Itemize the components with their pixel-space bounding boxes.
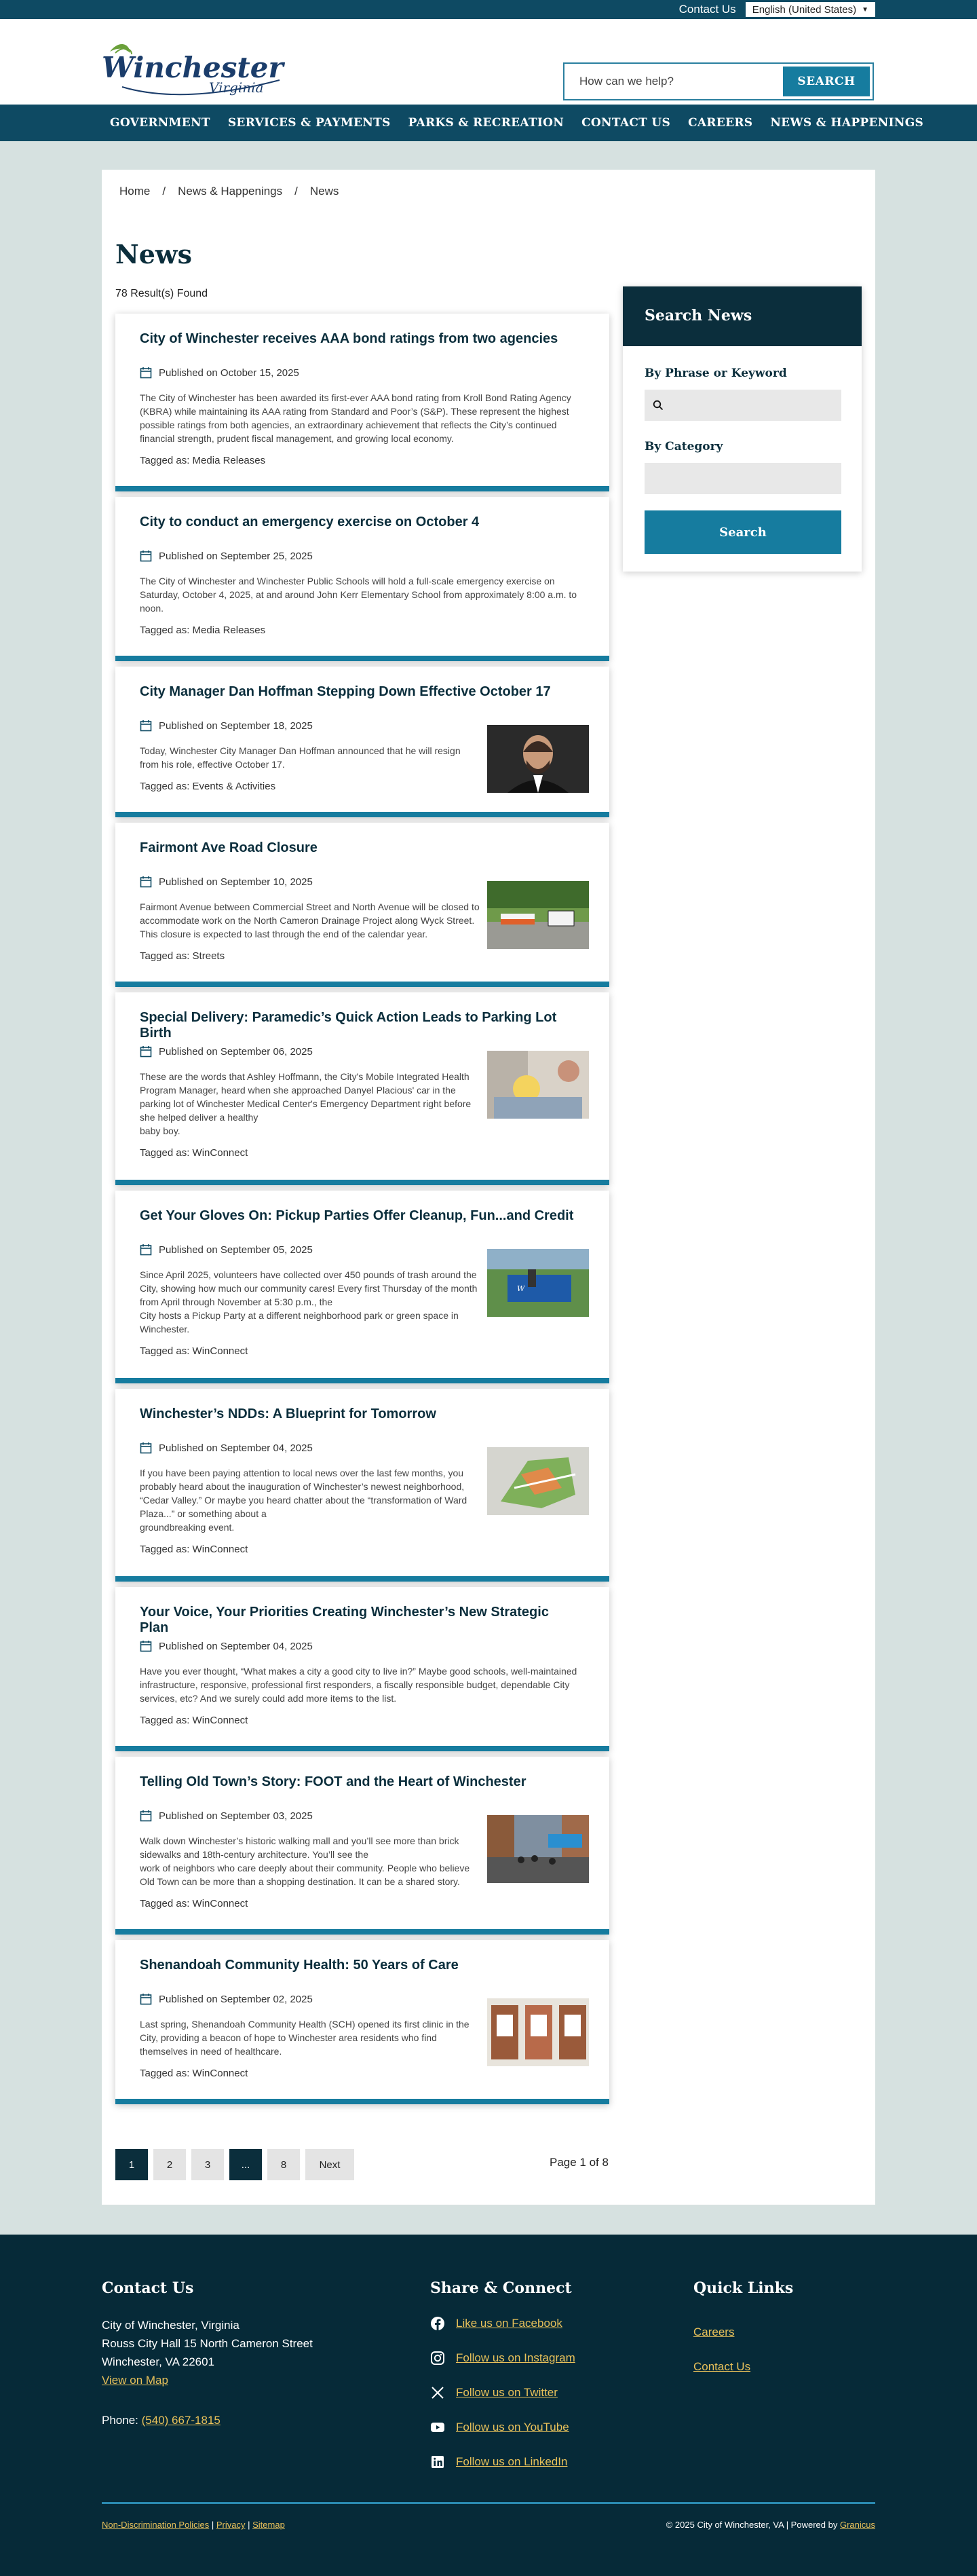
summary-line: City hosts a Pickup Party at a different neighborhood park or green space in [140,1310,459,1321]
summary-line: If you have been paying attention to local news over the last few months, you [140,1468,464,1478]
language-select-value: English (United States) [752,3,857,16]
news-title[interactable]: Your Voice, Your Priorities Creating Winchester’s New Strategic Plan [140,1605,549,1635]
view-on-map-link[interactable]: View on Map [102,2374,168,2387]
news-card [115,497,609,661]
publish-date-text: Published on September 10, 2025 [159,876,313,888]
calendar-icon [140,1810,152,1822]
footer-share-title: Share & Connect [430,2279,572,2297]
summary-line: noon. [140,603,164,614]
sidebar-search-button[interactable]: Search [645,510,841,554]
summary-line: Since April 2025, volunteers have collected over 450 pounds of trash around the [140,1269,477,1280]
publish-date [140,1244,313,1256]
summary-line: she helped deliver a healthy [140,1112,258,1123]
news-thumbnail[interactable] [487,1447,589,1515]
summary-line: Saturday, October 4, 2025, at and around John Kerr Elementary School from approximately 8:00 a.m. to [140,589,577,600]
footer-quick-title: Quick Links [693,2279,794,2297]
publish-date [140,720,313,732]
summary-line: accommodate work on the North Cameron Drainage Project along Wyck Street. [140,915,475,926]
summary-line: “Cedar Valley.” Or maybe you heard chatter about the “transformation of Ward [140,1495,467,1506]
topbar-contact-link[interactable]: Contact Us [678,3,736,16]
breadcrumb-item: News [309,185,339,198]
site-header [0,19,977,105]
calendar-icon [140,1244,152,1256]
search-input[interactable] [567,67,783,96]
social-link-3[interactable] [430,2420,569,2435]
legal-links [102,2520,285,2530]
news-card [115,992,609,1185]
news-tag: Tagged as: WinConnect [140,1898,248,1909]
news-summary [140,744,461,771]
summary-line: Fairmont Avenue between Commercial Street and North Avenue will be closed to [140,901,480,912]
logo-wordmark: Winchester [102,51,284,84]
search-news-panel [623,286,862,572]
address-line: City of Winchester, Virginia [102,2319,240,2332]
news-title[interactable]: Special Delivery: Paramedic’s Quick Action Leads to Parking Lot Birth [140,1010,557,1041]
chevron-down-icon: ▼ [862,5,868,14]
news-title[interactable]: Get Your Gloves On: Pickup Parties Offer Cleanup, Fun...and Credit [140,1208,574,1223]
publish-date [140,1810,313,1822]
news-title[interactable]: Winchester’s NDDs: A Blueprint for Tomorrow [140,1406,436,1421]
summary-line: These are the words that Ashley Hoffmann, the City's Mobile Integrated Health [140,1071,470,1082]
sitemap-link[interactable]: Sitemap [252,2520,285,2530]
twitter-icon [430,2385,445,2400]
nav-item-1[interactable]: SERVICES & PAYMENTS [227,116,391,130]
publish-date [140,876,313,888]
news-card [115,314,609,491]
publish-date [140,1993,313,2005]
social-link-label[interactable]: Follow us on LinkedIn [456,2455,568,2468]
summary-line: themselves in need of healthcare. [140,2046,282,2057]
news-title[interactable]: City of Winchester receives AAA bond ratings from two agencies [140,331,558,346]
phrase-input[interactable] [645,390,841,421]
summary-line: possible ratings from both agencies, an extraordinary achievement that reflects the City’s continued [140,419,557,430]
address-line: Rouss City Hall 15 North Cameron Street [102,2337,313,2350]
quick-links [693,2315,750,2384]
language-select[interactable] [746,2,875,17]
site-footer [0,2235,977,2576]
social-link-0[interactable] [430,2316,562,2331]
news-summary [140,900,480,941]
calendar-icon [140,550,152,562]
summary-line: City, providing a beacon of hope to Winchester area residents who find [140,2032,437,2043]
news-summary [140,1268,477,1336]
social-link-label[interactable]: Like us on Facebook [456,2317,562,2330]
publish-date [140,550,313,562]
news-title[interactable]: City Manager Dan Hoffman Stepping Down Effective October 17 [140,684,551,699]
utility-bar [0,0,977,19]
linkedin-icon [430,2454,445,2469]
news-tag: Tagged as: WinConnect [140,2068,248,2079]
news-tag: Tagged as: WinConnect [140,1544,248,1555]
logo-subtitle: Virginia [209,79,264,96]
news-card [115,1191,609,1383]
summary-line: (KBRA) while maintaining its AAA rating from Standard and Poor’s (S&P). These represent the highest [140,406,569,417]
news-card [115,1389,609,1582]
summary-line: parking lot of Winchester Medical Center's Emergency Department right before [140,1098,472,1109]
category-label: By Category [645,440,723,453]
summary-line: groundbreaking event. [140,1522,235,1533]
page-button-8[interactable]: 8 [267,2149,300,2180]
calendar-icon [140,876,152,888]
social-link-2[interactable] [430,2385,558,2400]
winchester-logo[interactable] [102,38,285,109]
publish-date-text: Published on October 15, 2025 [159,367,299,379]
news-summary [140,1664,577,1705]
publish-date [140,1640,313,1652]
page-button-3[interactable]: 3 [191,2149,224,2180]
footer-divider [102,2502,875,2504]
news-tag: Tagged as: Media Releases [140,624,266,636]
news-tag: Tagged as: Events & Activities [140,781,276,792]
social-link-label[interactable]: Follow us on YouTube [456,2421,569,2433]
nondiscrimination-link[interactable]: Non-Discrimination Policies [102,2520,210,2530]
page-button-1[interactable]: 1 [115,2149,148,2180]
publish-date-text: Published on September 04, 2025 [159,1442,313,1454]
pagination [115,2149,354,2180]
search-icon [653,400,664,411]
breadcrumb-separator: / [294,185,298,198]
address-line: Winchester, VA 22601 [102,2355,215,2368]
copyright-text: © 2025 City of Winchester, VA | Powered by [666,2520,838,2530]
calendar-icon [140,1442,152,1454]
copyright [666,2520,875,2530]
results-count: 78 Result(s) Found [115,288,208,299]
footer-contact-title: Contact Us [102,2279,194,2297]
news-card [115,1587,609,1751]
summary-line: Today, Winchester City Manager Dan Hoffman announced that he will resign [140,745,461,756]
summary-line: baby boy. [140,1125,180,1136]
news-thumbnail[interactable] [487,1249,589,1317]
summary-line: Plaza...” or something about a [140,1508,267,1519]
category-select[interactable] [645,463,841,494]
news-thumbnail[interactable] [487,1815,589,1883]
news-tag: Tagged as: WinConnect [140,1345,248,1357]
social-link-label[interactable]: Follow us on Twitter [456,2386,558,2399]
main-content [102,170,875,2205]
page-info: Page 1 of 8 [550,2156,609,2169]
publish-date-text: Published on September 04, 2025 [159,1640,313,1652]
publish-date-text: Published on September 03, 2025 [159,1810,313,1822]
summary-line: The City of Winchester and Winchester Public Schools will hold a full-scale emergency exercise on [140,576,555,586]
calendar-icon [140,367,152,379]
summary-line: The City of Winchester has been awarded its first-ever AAA bond rating from Kroll Bond Rating Agency [140,392,571,403]
summary-line: from his role, effective October 17. [140,759,285,770]
publish-date-text: Published on September 02, 2025 [159,1993,313,2005]
site-search [563,62,874,100]
news-summary [140,391,571,445]
main-navigation [0,105,977,141]
summary-line: Walk down Winchester’s historic walking mall and you’ll see more than brick [140,1835,459,1846]
phrase-label: By Phrase or Keyword [645,367,787,380]
quick-link-careers[interactable]: Careers [693,2326,735,2338]
calendar-icon [140,1045,152,1058]
legal-separator: | [248,2520,250,2530]
breadcrumb-item[interactable]: Home [119,185,151,198]
news-summary [140,1834,470,1888]
news-tag: Tagged as: WinConnect [140,1715,248,1726]
summary-line: from April through November at 5:30 p.m., the [140,1296,333,1307]
news-thumbnail[interactable] [487,1998,589,2066]
page-button-...[interactable]: ... [229,2149,262,2180]
news-title[interactable]: Shenandoah Community Health: 50 Years of Care [140,1958,459,1973]
nav-item-2[interactable]: PARKS & RECREATION [408,116,564,130]
news-card [115,1757,609,1935]
page-title: News [115,239,193,269]
publish-date-text: Published on September 25, 2025 [159,550,313,562]
news-summary [140,574,577,615]
publish-date [140,1045,313,1058]
publish-date [140,367,299,379]
breadcrumb-item[interactable]: News & Happenings [178,185,283,198]
phone-link[interactable]: (540) 667-1815 [141,2414,221,2427]
nav-item-3[interactable]: CONTACT US [581,116,671,130]
summary-line: This closure is expected to last through the end of the calendar year. [140,929,428,939]
summary-line: financial strength, prudent fiscal management, and growing local economy. [140,433,454,444]
news-tag: Tagged as: Media Releases [140,455,266,466]
news-title[interactable]: Fairmont Ave Road Closure [140,840,318,855]
publish-date-text: Published on September 05, 2025 [159,1244,313,1256]
page-button-2[interactable]: 2 [153,2149,186,2180]
news-thumbnail[interactable] [487,881,589,949]
summary-line: Old Town can be more than a shopping destination. It can be a shared story. [140,1876,460,1887]
news-summary [140,2017,470,2058]
news-card [115,823,609,987]
search-button[interactable]: SEARCH [783,67,870,96]
social-link-4[interactable] [430,2454,567,2469]
footer-address [102,2316,313,2389]
news-card [115,667,609,817]
news-thumbnail[interactable] [487,1051,589,1119]
summary-line: Program Manager, heard when she approached Danyel Placious' car in the [140,1085,456,1096]
news-thumbnail[interactable] [487,725,589,793]
calendar-icon [140,720,152,732]
summary-line: sidewalks and 18th-century architecture. You’ll see the [140,1849,368,1860]
news-summary [140,1466,467,1534]
nav-item-5[interactable]: NEWS & HAPPENINGS [770,116,924,130]
summary-line: Have you ever thought, “What makes a city a good city to live in?” Maybe good schools, well-maintained [140,1666,577,1677]
summary-line: Winchester. [140,1324,190,1334]
summary-line: infrastructure, responsive, professional first responders, a fiscally responsible budget, dependable City [140,1679,570,1690]
svg-text:W: W [517,1284,525,1293]
facebook-icon [430,2316,445,2331]
summary-line: work of neighbors who care deeply about their community. People who believe [140,1863,470,1873]
publish-date-text: Published on September 18, 2025 [159,720,313,732]
social-link-1[interactable] [430,2351,575,2366]
youtube-icon [430,2420,445,2435]
news-title[interactable]: City to conduct an emergency exercise on October 4 [140,515,480,529]
legal-separator: | [211,2520,214,2530]
news-title[interactable]: Telling Old Town’s Story: FOOT and the Heart of Winchester [140,1774,526,1789]
nav-item-0[interactable]: GOVERNMENT [110,116,210,130]
calendar-icon [140,1993,152,2005]
instagram-icon [430,2351,445,2366]
calendar-icon [140,1640,152,1652]
summary-line: services, etc? And we surely could add more items to the list. [140,1693,397,1704]
granicus-link[interactable]: Granicus [839,2520,875,2530]
breadcrumb [119,185,339,198]
quick-link-contact[interactable]: Contact Us [693,2360,751,2373]
privacy-link[interactable]: Privacy [216,2520,246,2530]
footer-phone [102,2411,221,2429]
next-page-button[interactable]: Next [305,2149,354,2180]
publish-date-text: Published on September 06, 2025 [159,1045,313,1058]
summary-line: probably heard about the inauguration of Winchester’s newest neighborhood, [140,1481,465,1492]
summary-line: City, showing how much our community cares! Every first Thursday of the month [140,1283,478,1294]
news-card [115,1940,609,2104]
sidebar-title: Search News [623,286,862,346]
phone-label: Phone: [102,2414,138,2427]
breadcrumb-separator: / [162,185,166,198]
news-summary [140,1070,471,1138]
summary-line: Last spring, Shenandoah Community Health (SCH) opened its first clinic in the [140,2019,470,2030]
news-tag: Tagged as: WinConnect [140,1147,248,1159]
news-tag: Tagged as: Streets [140,950,225,962]
nav-item-4[interactable]: CAREERS [688,116,753,130]
publish-date [140,1442,313,1454]
social-link-label[interactable]: Follow us on Instagram [456,2351,575,2364]
